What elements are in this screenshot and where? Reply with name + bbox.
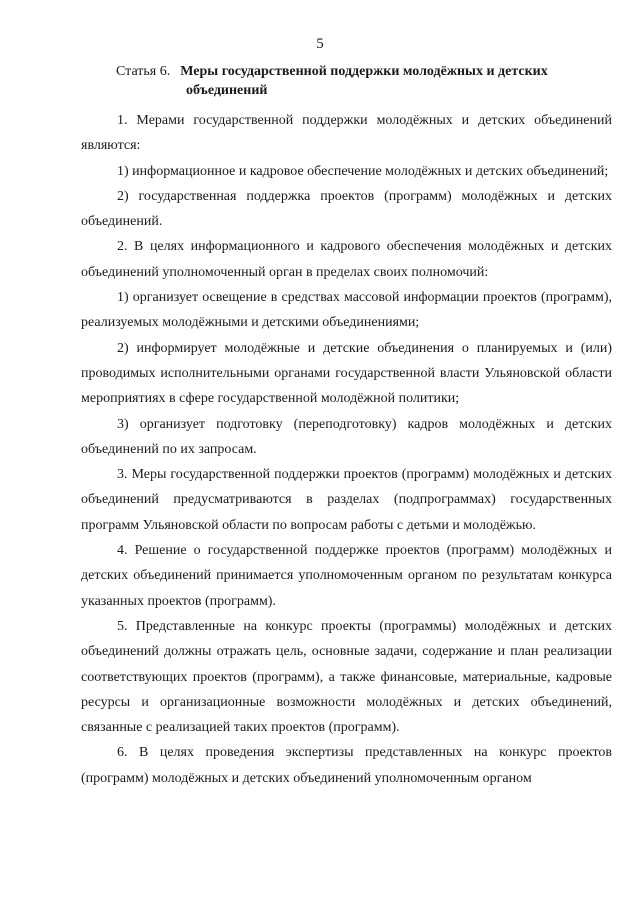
article-label: Статья 6. [116, 64, 171, 79]
paragraph: 4. Решение о государственной поддержке проектов (программ) молодёжных и детских объединений принимается уполномоченным органом по результатам конкурса указанных проектов (программ). [81, 543, 612, 609]
paragraph: 6. В целях проведения экспертизы представленных на конкурс проектов (программ) молодёжных и детских объединений уполномоченным органом [81, 745, 612, 786]
paragraph: 1) организует освещение в средствах массовой информации проектов (программ), реализуемых молодёжными и детскими объединениями; [81, 290, 612, 331]
article-title-line2: объединений [186, 83, 268, 98]
article-heading [116, 62, 616, 100]
paragraph: 2) государственная поддержка проектов (программ) молодёжных и детских объединений. [81, 188, 612, 230]
paragraph: 3. Меры государственной поддержки проектов (программ) молодёжных и детских объединений предусматриваются в разделах (подпрограммах) государственных программ Ульяновской области по вопросам работы с детьми и молодёжью. [81, 467, 612, 533]
paragraph: 2) информирует молодёжные и детские объединения о планируемых и (или) проводимых исполнительными органами государственной власти Ульяновской области мероприятиях в сфере государственной молодёжной политики; [81, 340, 612, 407]
page-number: 5 [316, 36, 324, 52]
paragraph: 3) организует подготовку (переподготовку) кадров молодёжных и детских объединений по их запросам. [81, 416, 612, 457]
article-title-line1: Меры государственной поддержки молодёжных и детских [180, 64, 548, 79]
paragraph: 1) информационное и кадровое обеспечение молодёжных и детских объединений; [117, 163, 609, 179]
paragraph: 2. В целях информационного и кадрового обеспечения молодёжных и детских объединений уполномоченный орган в пределах своих полномочий: [81, 239, 612, 280]
paragraph: 5. Представленные на конкурс проекты (программы) молодёжных и детских объединений должны отражать цель, основные задачи, содержание и план реализации соответствующих проектов (программ), а также финансовые, материальные, кадровые ресурсы и организационные возможности молодёжных и детских объединений, связанные с реализацией таких проектов (программ). [81, 618, 612, 736]
paragraph: 1. Мерами государственной поддержки молодёжных и детских объединений являются: [81, 113, 612, 154]
article-body [81, 108, 612, 791]
